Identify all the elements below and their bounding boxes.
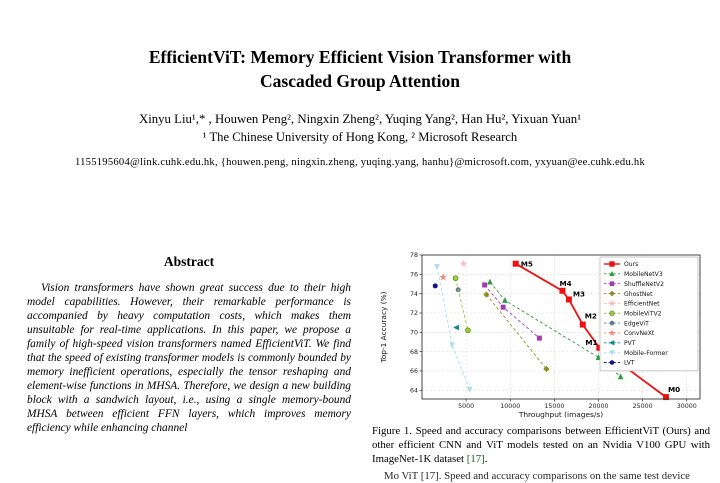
svg-text:ConvNeXt: ConvNeXt: [624, 330, 655, 338]
svg-text:5000: 5000: [458, 403, 475, 410]
svg-text:76: 76: [409, 271, 418, 279]
svg-text:72: 72: [409, 310, 418, 318]
chart-legend: [600, 257, 698, 371]
paper-title-line2: Cascaded Group Attention: [260, 71, 460, 92]
svg-text:20000: 20000: [588, 403, 609, 410]
svg-text:M3: M3: [572, 289, 586, 299]
emails-line: 1155195604@link.cuhk.edu.hk, {houwen.peng, ningxin.zheng, yuqing.yang, hanhu}@microsoft.com, yxyuan@ee.cuhk.edu.hk: [74, 157, 646, 169]
citation-17-link[interactable]: [17]: [466, 452, 485, 465]
svg-text:PVT: PVT: [624, 340, 636, 347]
svg-text:M1: M1: [585, 337, 598, 347]
svg-text:M0: M0: [667, 385, 681, 395]
svg-text:Throughput (images/s): Throughput (images/s): [518, 410, 604, 419]
figure1-caption: [372, 425, 710, 467]
authors-line: Xinyu Liu¹,* , Houwen Peng², Ningxin Zheng², Yuqing Yang², Han Hu², Yixuan Yuan¹: [138, 112, 582, 127]
svg-text:15000: 15000: [544, 403, 565, 410]
svg-text:64: 64: [409, 387, 418, 395]
paper-title: [55, 45, 665, 93]
clipped-text-line: Mo ViT [17]. Speed and accuracy comparisons on the same test device: [384, 469, 690, 482]
svg-text:78: 78: [409, 252, 418, 260]
affiliations-line: ¹ The Chinese University of Hong Kong, ² Microsoft Research: [202, 130, 518, 145]
caption-text: Figure 1. Speed and accuracy comparisons between EfficientViT (Ours) and other efficient CNN and ViT models tested on an Nvidia V100 GPU with ImageNet-1K dataset: [372, 425, 710, 465]
paper-title-line1: EfficientViT: Memory Efficient Vision Transformer with: [148, 47, 572, 67]
svg-text:66: 66: [409, 368, 418, 376]
figure1-plot-svg: [372, 248, 712, 418]
svg-text:M5: M5: [520, 259, 533, 269]
svg-text:30000: 30000: [676, 403, 697, 410]
svg-text:M2: M2: [584, 311, 597, 321]
svg-text:68: 68: [409, 348, 418, 356]
svg-text:GhostNet: GhostNet: [624, 290, 653, 298]
right-column: [372, 248, 712, 482]
abstract-text: Vision transformers have shown great success due to their high model capabilities. However, their remarkable performance is accompanied by heavy computation costs, which makes them unsuitable for real-time applications. In this paper, we propose a family of high-speed vision transformers named EfficientViT. We find that the speed of existing transformer models is commonly bounded by memory inefficient operations, especially the tensor reshaping and element-wise functions in MHSA. Therefore, we design a new building block with a sandwich layout, i.e., using a single memory-bound MHSA between efficient FFN layers, which improves memory efficiency while enhancing channel: [27, 282, 351, 435]
svg-text:70: 70: [409, 329, 418, 337]
svg-text:10000: 10000: [500, 403, 521, 410]
svg-text:Mobile-Former: Mobile-Former: [624, 349, 668, 357]
svg-text:M4: M4: [559, 278, 572, 288]
paper-page: [0, 45, 720, 482]
svg-text:Ours: Ours: [624, 261, 639, 269]
svg-text:EdgeViT: EdgeViT: [624, 320, 649, 328]
svg-text:MobileNetV3: MobileNetV3: [624, 271, 663, 279]
svg-text:Top-1 Accuracy (%): Top-1 Accuracy (%): [379, 291, 388, 363]
svg-text:ShuffleNetV2: ShuffleNetV2: [624, 280, 664, 288]
caption-period: .: [484, 452, 488, 465]
left-column: [27, 248, 351, 477]
svg-text:25000: 25000: [632, 403, 653, 410]
svg-text:EfficientNet: EfficientNet: [624, 300, 660, 308]
abstract-heading: Abstract: [163, 254, 215, 269]
svg-text:MobileViTV2: MobileViTV2: [624, 310, 662, 318]
two-column-body: [27, 248, 713, 482]
figure1-chart: [372, 248, 712, 418]
svg-text:LVT: LVT: [624, 359, 635, 367]
svg-text:74: 74: [409, 290, 418, 298]
